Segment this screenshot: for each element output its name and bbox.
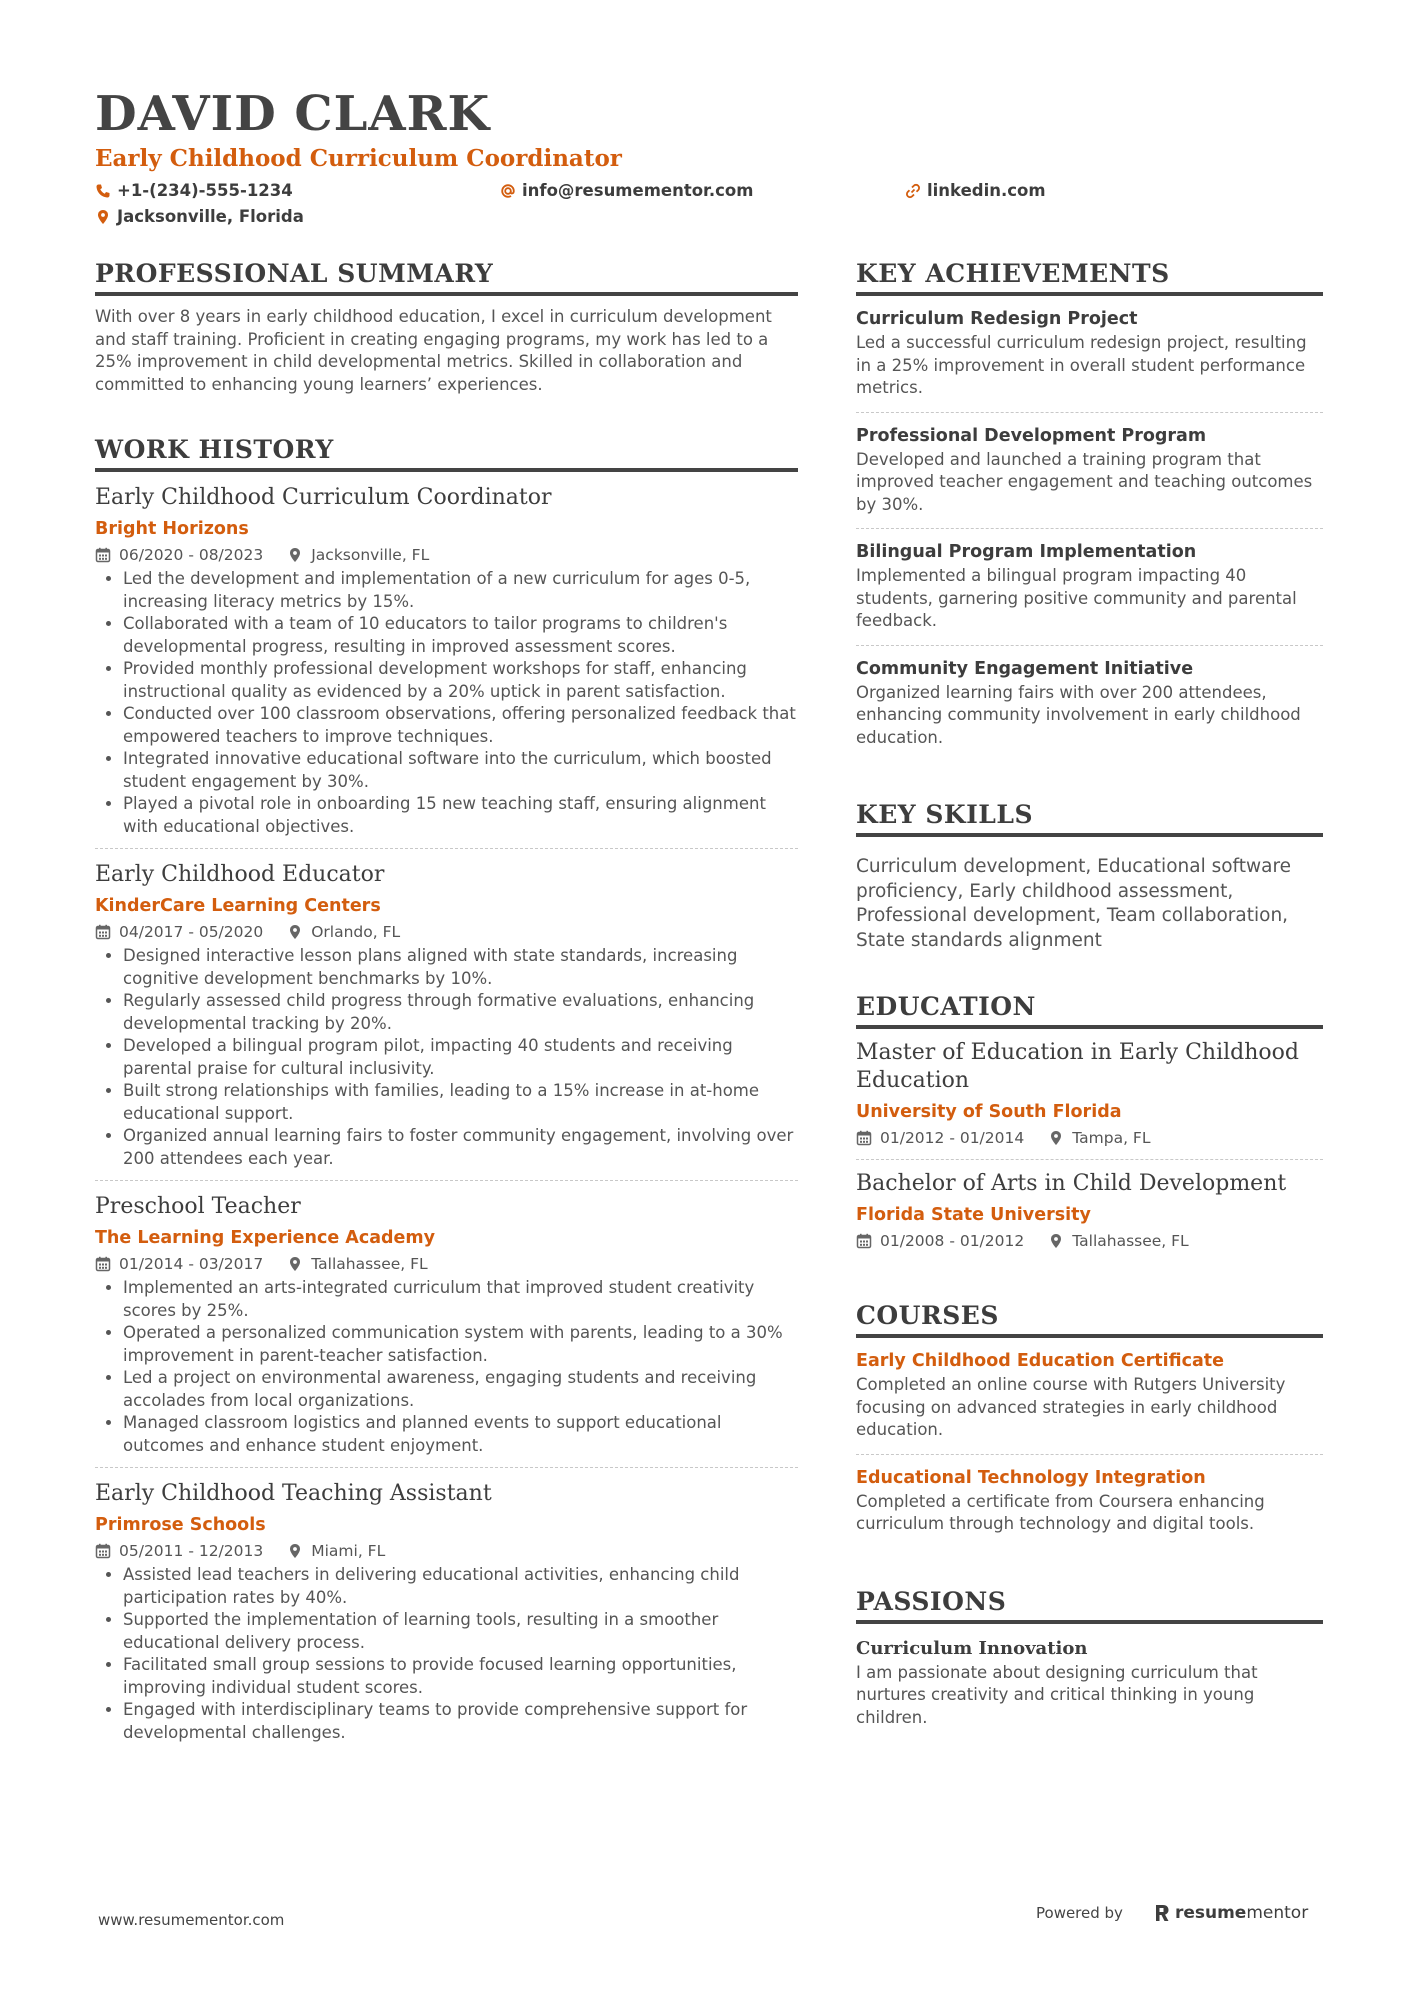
course-text: Completed a certificate from Coursera enhancing curriculum through technology and digital tools. [856, 1491, 1265, 1533]
bullet-item: • Supported the implementation of learning tools, resulting in a smoother educational delivery process. [123, 1609, 798, 1654]
achievement-text: Organized learning fairs with over 200 attendees, enhancing community involvement in early childhood education. [856, 682, 1301, 747]
education-location: Tampa, FL [1072, 1129, 1151, 1147]
right-column [856, 258, 1323, 1767]
calendar-icon [95, 1256, 111, 1272]
location-pin-icon [1048, 1130, 1064, 1146]
bullet-item: • Regularly assessed child progress through formative evaluations, enhancing developmental tracking by 20%. [123, 990, 798, 1035]
achievements-section [856, 258, 1323, 761]
bullet-item: • Facilitated small group sessions to provide focused learning opportunities, improving individual student scores. [123, 1654, 798, 1699]
location-pin-icon [287, 924, 303, 940]
email-text: info@resumementor.com [522, 181, 754, 200]
location-pin-icon [287, 1256, 303, 1272]
linkedin-text: linkedin.com [927, 181, 1046, 200]
job-location: Miami, FL [311, 1542, 386, 1560]
bullet-item: • Played a pivotal role in onboarding 15 new teaching staff, ensuring alignment with educational objectives. [123, 793, 798, 838]
achievement-title: Bilingual Program Implementation [856, 542, 1197, 562]
job-location: Jacksonville, FL [311, 546, 430, 564]
location-pin-icon [1048, 1233, 1064, 1249]
bullet-item: • Engaged with interdisciplinary teams to provide comprehensive support for developmental challenges. [123, 1699, 798, 1744]
education-meta [856, 1230, 1323, 1252]
calendar-icon [95, 1543, 111, 1559]
job-bullets [95, 1277, 798, 1457]
course-title: Educational Technology Integration [856, 1467, 1206, 1488]
achievement-title: Community Engagement Initiative [856, 658, 1194, 679]
achievement-item [856, 296, 1323, 413]
powered-by-text: Powered by [1036, 1904, 1123, 1922]
job-meta [95, 544, 798, 566]
course-text: Completed an online course with Rutgers University focusing on advanced strategies in early childhood education. [856, 1375, 1286, 1439]
bullet-item: • Managed classroom logistics and planned events to support educational outcomes and enhance student enjoyment. [123, 1412, 798, 1457]
left-column [95, 258, 798, 1792]
achievement-text: Developed and launched a training program that improved teacher engagement and teaching outcomes by 30%. [856, 449, 1313, 514]
location-pin-icon [287, 1543, 303, 1559]
job-dates: 01/2014 - 03/2017 [119, 1255, 264, 1273]
bullet-item: • Implemented an arts-integrated curriculum that improved student creativity scores by 25%. [123, 1277, 798, 1322]
bullet-item: • Led a project on environmental awareness, engaging students and receiving accolades from local organizations. [123, 1367, 798, 1412]
phone-icon [95, 183, 111, 199]
achievement-title: Curriculum Redesign Project [856, 309, 1138, 329]
passion-title: Curriculum Innovation [856, 1637, 1088, 1659]
degree-title: Bachelor of Arts in Child Development [856, 1171, 1287, 1196]
calendar-icon [856, 1233, 872, 1249]
summary-section [95, 258, 798, 396]
courses-section [856, 1300, 1323, 1548]
section-heading: COURSES [856, 1300, 1323, 1338]
job-title: Preschool Teacher [95, 1194, 301, 1219]
location-pin-icon [287, 547, 303, 563]
job-location: Tallahassee, FL [311, 1255, 428, 1273]
brand-name-light: mentor [1246, 1903, 1309, 1923]
company-name: KinderCare Learning Centers [95, 896, 381, 916]
bullet-item: • Conducted over 100 classroom observations, offering personalized feedback that empowered teachers to improve techniques. [123, 703, 798, 748]
brand-logo[interactable] [1153, 1903, 1308, 1923]
course-item [856, 1338, 1323, 1455]
education-meta [856, 1127, 1323, 1149]
education-location: Tallahassee, FL [1072, 1232, 1189, 1250]
education-dates: 01/2012 - 01/2014 [880, 1129, 1025, 1147]
achievement-item [856, 413, 1323, 530]
resumementor-logo-icon [1153, 1903, 1171, 1923]
bullet-item: • Collaborated with a team of 10 educators to tailor programs to children's developmental progress, resulting in improved assessment scores. [123, 613, 798, 658]
company-name: Bright Horizons [95, 519, 249, 539]
education-dates: 01/2008 - 01/2012 [880, 1232, 1025, 1250]
footer-website[interactable]: www.resumementor.com [98, 1911, 285, 1929]
bullet-item: • Assisted lead teachers in delivering educational activities, enhancing child participation rates by 40%. [123, 1564, 798, 1609]
passion-text: I am passionate about designing curriculum that nurtures creativity and critical thinking in young children. [856, 1662, 1258, 1727]
contact-linkedin[interactable] [905, 180, 1310, 202]
course-item [856, 1455, 1323, 1548]
candidate-title: Early Childhood Curriculum Coordinator [95, 145, 622, 172]
section-heading: PASSIONS [856, 1586, 1323, 1624]
course-title: Early Childhood Education Certificate [856, 1351, 1224, 1371]
contact-location [95, 206, 500, 228]
achievement-title: Professional Development Program [856, 425, 1207, 446]
achievement-text: Led a successful curriculum redesign project, resulting in a 25% improvement in overall student performance metrics. [856, 333, 1307, 397]
job-location: Orlando, FL [311, 923, 401, 941]
bullet-item: • Provided monthly professional development workshops for staff, enhancing instructional quality as evidenced by a 20% uptick in parent satisfaction. [123, 658, 798, 703]
job-dates: 05/2011 - 12/2013 [119, 1542, 264, 1560]
achievement-item [856, 529, 1323, 646]
section-heading: WORK HISTORY [95, 434, 798, 472]
job-meta [95, 921, 798, 943]
company-name: The Learning Experience Academy [95, 1228, 436, 1248]
candidate-name: DAVID CLARK [95, 86, 491, 142]
job-title: Early Childhood Educator [95, 862, 385, 887]
education-item [856, 1160, 1323, 1262]
education-item [856, 1029, 1323, 1160]
job-title: Early Childhood Teaching Assistant [95, 1481, 492, 1506]
contact-email[interactable] [500, 180, 905, 202]
contact-phone[interactable] [95, 180, 500, 202]
school-name: Florida State University [856, 1205, 1091, 1225]
job-bullets [95, 1564, 798, 1744]
job-title: Early Childhood Curriculum Coordinator [95, 485, 552, 510]
calendar-icon [95, 547, 111, 563]
resume-header [95, 84, 1325, 228]
footer-branding [1036, 1903, 1308, 1923]
section-heading: KEY SKILLS [856, 799, 1323, 837]
location-pin-icon [95, 209, 111, 225]
bullet-item: • Developed a bilingual program pilot, impacting 40 students and receiving parental praise for cultural inclusivity. [123, 1035, 798, 1080]
job-entry [95, 849, 798, 1181]
bullet-item: • Organized annual learning fairs to foster community engagement, involving over 200 attendees each year. [123, 1125, 798, 1170]
bullet-item: • Integrated innovative educational software into the curriculum, which boosted student engagement by 30%. [123, 748, 798, 793]
bullet-item: • Designed interactive lesson plans aligned with state standards, increasing cognitive development benchmarks by 10%. [123, 945, 798, 990]
skills-text: Curriculum development, Educational software proficiency, Early childhood assessment, Professional development, Team collaboration, State standards alignment [856, 856, 1292, 951]
job-dates: 06/2020 - 08/2023 [119, 546, 264, 564]
contact-info [95, 180, 1325, 228]
section-heading: PROFESSIONAL SUMMARY [95, 258, 798, 296]
education-section [856, 991, 1323, 1262]
degree-title: Master of Education in Early Childhood Education [856, 1040, 1299, 1093]
bullet-item: • Led the development and implementation of a new curriculum for ages 0-5, increasing literacy metrics by 15%. [123, 568, 798, 613]
school-name: University of South Florida [856, 1102, 1122, 1122]
job-bullets [95, 945, 798, 1170]
link-icon [905, 183, 921, 199]
job-meta [95, 1540, 798, 1562]
skills-section [856, 799, 1323, 953]
calendar-icon [856, 1130, 872, 1146]
achievement-text: Implemented a bilingual program impacting 40 students, garnering positive community and parental feedback. [856, 566, 1297, 630]
calendar-icon [95, 924, 111, 940]
summary-text: With over 8 years in early childhood education, I excel in curriculum development and staff training. Proficient in creating engaging programs, my work has led to a 25% improvement in child developmental metrics. Skilled in collaboration and committed to enhancing young learners’ experiences. [95, 307, 772, 394]
location-text: Jacksonville, Florida [117, 207, 304, 226]
section-heading: KEY ACHIEVEMENTS [856, 258, 1323, 296]
job-entry [95, 1181, 798, 1468]
brand-name-bold: resume [1174, 1903, 1247, 1923]
job-dates: 04/2017 - 05/2020 [119, 923, 264, 941]
phone-text: +1-(234)-555-1234 [117, 181, 293, 200]
job-meta [95, 1253, 798, 1275]
job-entry [95, 472, 798, 849]
company-name: Primrose Schools [95, 1515, 266, 1535]
bullet-item: • Built strong relationships with families, leading to a 15% increase in at-home educational support. [123, 1080, 798, 1125]
section-heading: EDUCATION [856, 991, 1323, 1029]
achievement-item [856, 646, 1323, 762]
passions-section [856, 1586, 1323, 1730]
job-entry [95, 1468, 798, 1754]
work-history-section [95, 434, 798, 1754]
job-bullets [95, 568, 798, 838]
at-sign-icon [500, 183, 516, 199]
bullet-item: • Operated a personalized communication system with parents, leading to a 30% improvement in parent-teacher satisfaction. [123, 1322, 798, 1367]
